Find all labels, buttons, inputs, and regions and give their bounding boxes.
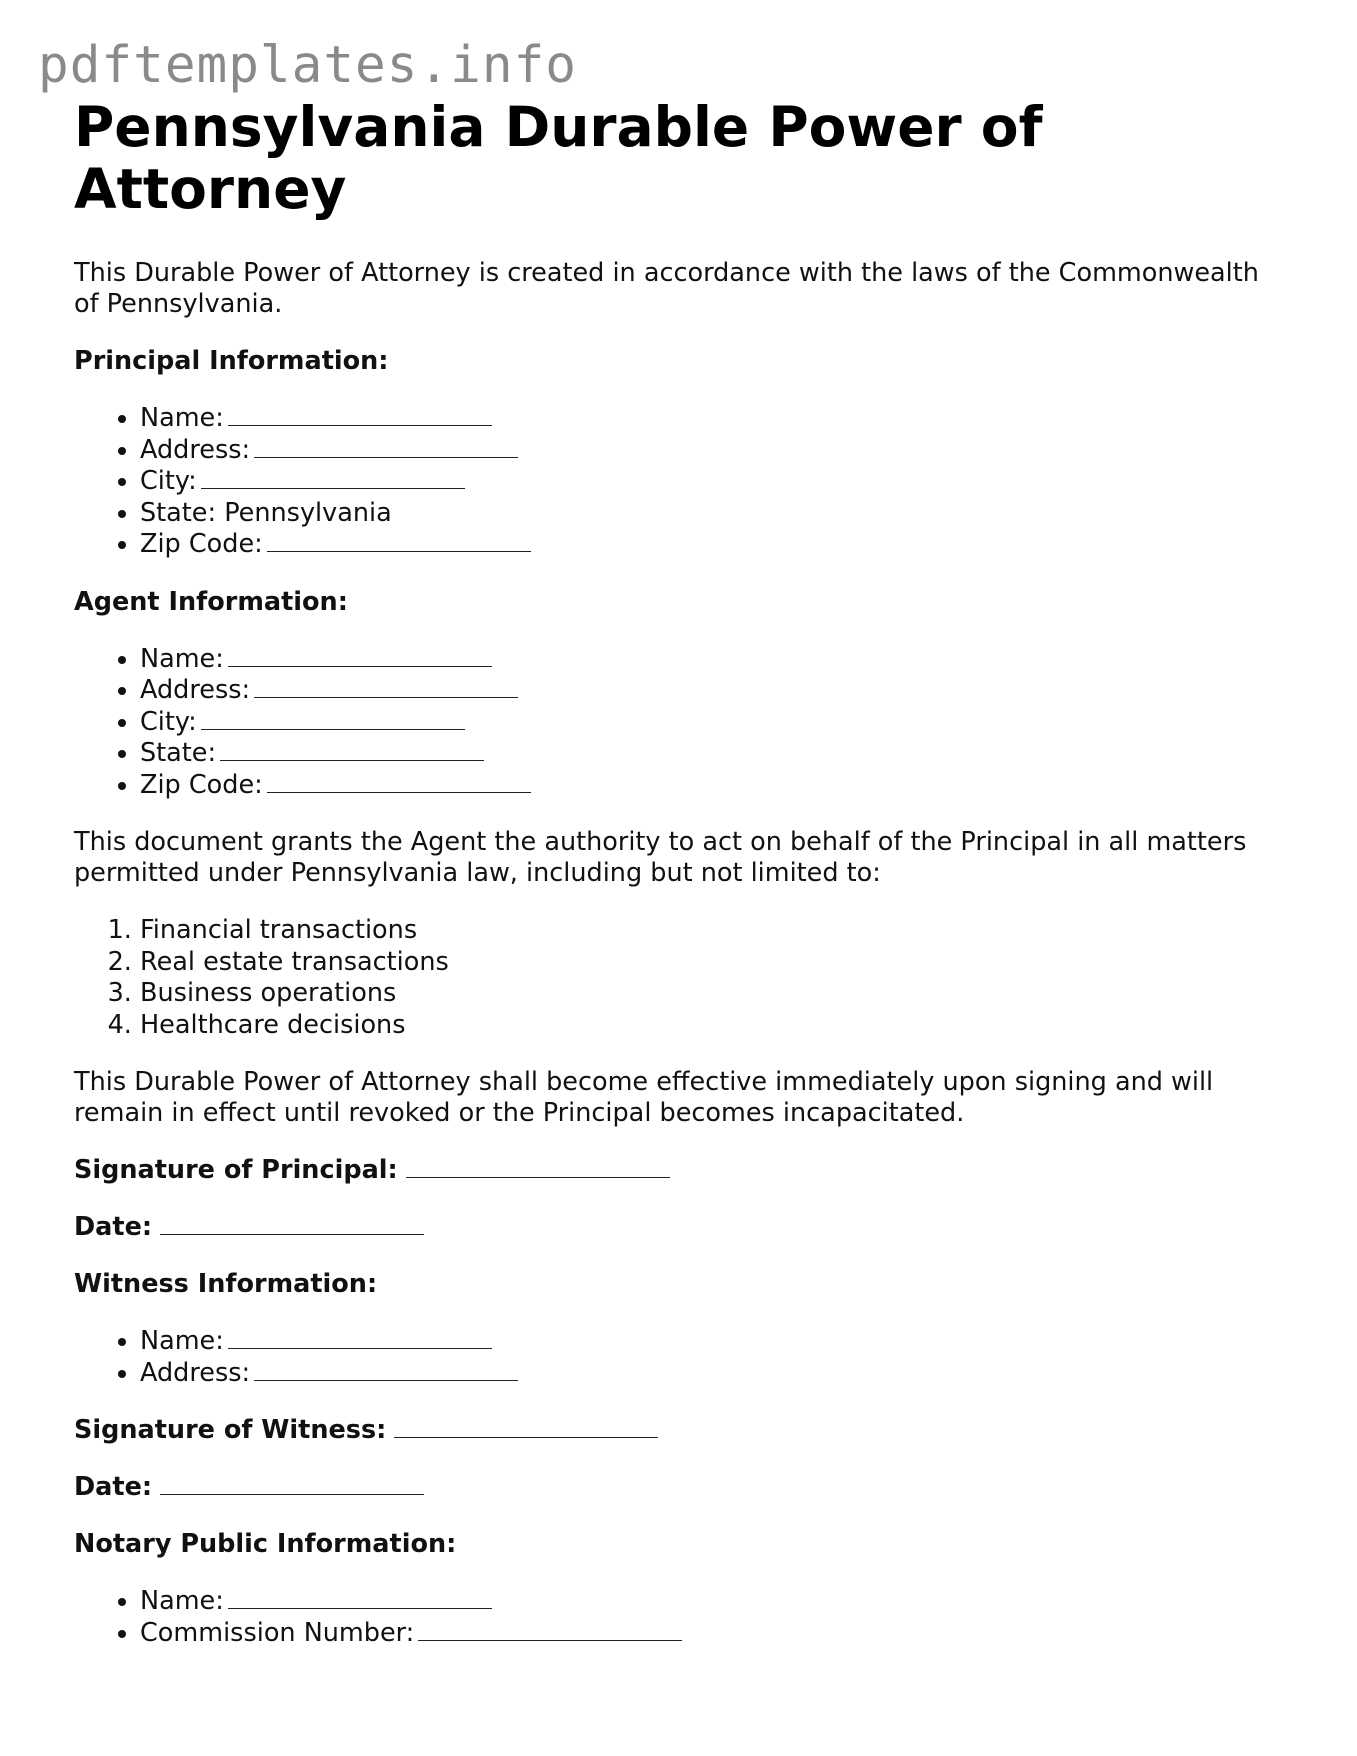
power-item: 2. Real estate transactions bbox=[140, 947, 1284, 979]
witness-signature-label: Signature of Witness: bbox=[74, 1415, 387, 1445]
principal-city-blank[interactable] bbox=[201, 466, 465, 489]
authority-paragraph: This document grants the Agent the authority to act on behalf of the Principal in all matters permitted under Pennsylvania law, including but not limited to: bbox=[74, 827, 1247, 888]
witness-fields-list bbox=[74, 1326, 1284, 1389]
field-label: Commission Number: bbox=[140, 1617, 415, 1648]
field-label: Name: bbox=[140, 403, 224, 433]
agent-address-field bbox=[140, 675, 1284, 707]
field-label: State: bbox=[140, 738, 217, 768]
effective-paragraph: This Durable Power of Attorney shall become effective immediately upon signing and will remain in effect until revoked or the Principal becomes incapacitated. bbox=[74, 1067, 1214, 1128]
field-label: Zip Code: bbox=[140, 529, 263, 559]
agent-city-field bbox=[140, 707, 1284, 739]
principal-zip-field bbox=[140, 529, 1284, 561]
watermark: pdftemplates.info bbox=[38, 36, 577, 95]
principal-address-blank[interactable] bbox=[254, 435, 518, 458]
field-label: Name: bbox=[140, 643, 224, 674]
witness-date-label: Date: bbox=[74, 1472, 153, 1502]
notary-name-field bbox=[140, 1586, 1284, 1618]
principal-date-label: Date: bbox=[74, 1212, 153, 1242]
principal-address-field bbox=[140, 435, 1284, 467]
witness-heading: Witness Information: bbox=[74, 1269, 378, 1299]
principal-name-field bbox=[140, 403, 1284, 435]
principal-signature-line bbox=[74, 1155, 1284, 1186]
field-label: City: bbox=[140, 466, 197, 496]
witness-date-blank[interactable] bbox=[160, 1472, 424, 1495]
principal-heading: Principal Information: bbox=[74, 346, 389, 376]
notary-heading: Notary Public Information: bbox=[74, 1529, 457, 1559]
principal-date-blank[interactable] bbox=[160, 1212, 424, 1235]
principal-fields-list bbox=[74, 403, 1284, 561]
agent-city-blank[interactable] bbox=[201, 707, 465, 730]
field-label: Zip Code: bbox=[140, 769, 263, 800]
witness-signature-blank[interactable] bbox=[394, 1415, 658, 1438]
field-label: City: bbox=[140, 706, 197, 737]
agent-zip-blank[interactable] bbox=[267, 770, 531, 793]
principal-state-field bbox=[140, 498, 1284, 530]
power-item: 4. Healthcare decisions bbox=[140, 1010, 1284, 1042]
principal-city-field bbox=[140, 466, 1284, 498]
field-label: Address: bbox=[140, 1357, 251, 1388]
agent-zip-field bbox=[140, 770, 1284, 802]
agent-address-blank[interactable] bbox=[254, 675, 518, 698]
field-label: Address: bbox=[140, 675, 251, 705]
witness-signature-line bbox=[74, 1415, 1284, 1446]
witness-name-field bbox=[140, 1326, 1284, 1358]
principal-date-line bbox=[74, 1212, 1284, 1243]
notary-name-blank[interactable] bbox=[228, 1586, 492, 1609]
agent-fields-list bbox=[74, 644, 1284, 802]
principal-state-value: Pennsylvania bbox=[224, 497, 392, 528]
page-title: Pennsylvania Durable Power of Attorney bbox=[74, 95, 1043, 221]
witness-name-blank[interactable] bbox=[228, 1326, 492, 1349]
agent-name-blank[interactable] bbox=[228, 644, 492, 667]
notary-fields-list bbox=[74, 1586, 1284, 1649]
witness-address-blank[interactable] bbox=[254, 1358, 518, 1381]
notary-commission-blank[interactable] bbox=[418, 1618, 682, 1641]
principal-name-blank[interactable] bbox=[228, 403, 492, 426]
principal-signature-label: Signature of Principal: bbox=[74, 1155, 398, 1185]
powers-list bbox=[74, 915, 1284, 1041]
witness-date-line bbox=[74, 1472, 1284, 1503]
witness-address-field bbox=[140, 1358, 1284, 1390]
document-page bbox=[74, 96, 1284, 1649]
power-item: 1. Financial transactions bbox=[140, 915, 1284, 947]
principal-zip-blank[interactable] bbox=[267, 529, 531, 552]
field-label: Name: bbox=[140, 1326, 224, 1356]
agent-name-field bbox=[140, 644, 1284, 676]
field-label: Address: bbox=[140, 434, 251, 465]
field-label: Name: bbox=[140, 1586, 224, 1616]
field-label: State: bbox=[140, 497, 217, 528]
intro-paragraph: This Durable Power of Attorney is created in accordance with the laws of the Commonwealth of Pennsylvania. bbox=[74, 258, 1259, 319]
agent-heading: Agent Information: bbox=[74, 586, 348, 617]
agent-state-field bbox=[140, 738, 1284, 770]
agent-state-blank[interactable] bbox=[220, 738, 484, 761]
power-item: 3. Business operations bbox=[140, 978, 1284, 1010]
principal-signature-blank[interactable] bbox=[406, 1155, 670, 1178]
notary-commission-field bbox=[140, 1618, 1284, 1650]
